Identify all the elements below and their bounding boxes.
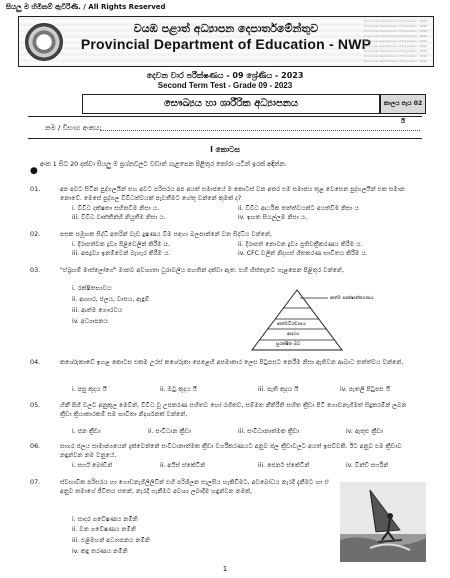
- divider-bottom: [28, 138, 422, 139]
- pyramid-level-label: ආත්මවිශ්වාසය: [277, 322, 306, 327]
- question-option: i. පසු කුදය යි: [72, 386, 107, 393]
- question-option: ii. විවිධ ආර්ථික තත්ත්වයන්ට අයත්වීම නිසා ය: [238, 205, 359, 212]
- name-label: නම / විභාග අංකය:: [45, 124, 102, 132]
- question-option: iii. පැති කුදය යි: [258, 386, 299, 393]
- header-watermark-line: Provincial Department of Education - NWP: [363, 29, 427, 33]
- header-banner: [18, 16, 434, 67]
- paper-duration-box: කාලය පැය 02 යි: [380, 94, 426, 114]
- pyramid-level-label: ආදරය: [287, 332, 300, 337]
- question-option: ii. දිරාපත් නොවන ද්‍රව්‍ය ප්‍රතිචක්‍රීකරණය කිරීම ය.: [238, 241, 363, 248]
- question-text: හිනී පිහි වලට අනුකූල මෙවින්, විවිධ වූ උපකරණ සහිතව හෝ රහිතව, සම්මත නීතිරීති සහිත ක්‍රීඩා පිටි ගොඩනැගීමත් සිදුකරමින් ලබන ක්‍රීඩා ක්‍රියාකාරකම් සම භාවිතා නිදර්ශනක් වන්නේ,: [60, 402, 407, 418]
- question-option: ii. ආහාර, ජලය, වාසය, ඇඳුම්: [72, 296, 150, 303]
- question-option: ii. අයිස් ස්කේටින්: [160, 462, 206, 469]
- question-number: 07.: [30, 478, 41, 486]
- question-text: ස්වභාවික පරිසරය හා ගොඩනැගිලිලිවින් එහි පරිශීලන සැලසිය හැකිවීමට, අවබෝධය නැරදී දැනීමට හා ඒ අනුව තමාගේ ජීවිතය සතන්, නැරදී ගැනීමට අවශ්‍ය ලබාදීම හඳුන්වන නමක්,: [60, 479, 329, 495]
- question-option: iv. කඳු තරණය නමිනි: [72, 548, 128, 555]
- header-watermark-line: Provincial Department of Education - NWP: [363, 49, 427, 53]
- question-option: iii. ජෙනර් ස්කේටින්: [258, 462, 310, 469]
- english-department-title: Provincial Department of Education - NWP: [80, 36, 372, 52]
- header-watermark-line: Provincial Department of Education - NWP: [363, 39, 427, 43]
- question-number: 04.: [30, 358, 41, 366]
- question-option: i. සාදර ගවේෂණය නමිනි: [72, 516, 138, 523]
- exam-title-english: Second Term Test - Grade 09 - 2023: [157, 81, 293, 90]
- question-text: පසක සමූහක සිද්ධි අතරින් වැඩ දුෂණය වීම සඳහා බලපාන්නේ වන සිද්ධිය වන්නේ,: [60, 231, 272, 238]
- pyramid-level-label: සුරක්ෂිත බව: [276, 342, 301, 347]
- question-option: i. දිරාපත්වන ද්‍රව්‍ය පිළිවෙලින් කිරීම ය.: [72, 241, 170, 248]
- question-option: i. විවිධ දක්ෂතා සහිතවීම නිසා ය.: [72, 205, 160, 212]
- header-watermark-line: Provincial Department of Education - NWP: [363, 24, 427, 28]
- question-number: 02.: [30, 230, 41, 238]
- question-option: iv. අධ්‍යාපනය: [72, 318, 109, 325]
- header-watermark-line: Provincial Department of Education - NWP: [363, 59, 427, 63]
- pyramid-top-label: ආත්ම සාක්ෂාත්කරණය: [330, 296, 374, 301]
- question-number: 03.: [30, 266, 41, 274]
- copyright-note: සියලු ම හිමිකම් ඇවිරිණි. / All Rights Reserved: [6, 3, 166, 11]
- question-number: 06.: [30, 442, 41, 450]
- question-option: ii. සංවිධාන ක්‍රීඩා: [148, 428, 192, 435]
- bullet-icon: ●: [30, 166, 38, 176]
- exam-title-sinhala: දෙවන වාර පරීක්ෂණය - 09 ශ්‍රේණිය - 2023: [146, 71, 304, 80]
- question-option: i. රක්ෂිතභාවය: [72, 285, 112, 292]
- question-number: 05.: [30, 401, 41, 409]
- question-text: අප අවට සිටින පුද්ගලයින් සහ අවට පරිසරය අප අයත් සමාජයේ ම කොටස් වන අතර එම සමාජය තුළ වෙසෙන පුද්ගලයින් එක සමාන නොවේ. මෙසේ පුද්ගල විවිධත්වයක් පැවතීමට හේතු වන්නේ කුමක් ද?: [60, 186, 405, 202]
- header-watermark-line: Provincial Department of Education - NWP: [363, 19, 427, 23]
- part-title: I කොටස: [210, 145, 240, 154]
- divider-top: [28, 116, 422, 117]
- header-watermark-line: Provincial Department of Education - NWP: [363, 54, 427, 58]
- question-option: iii. විවිධ වෘත්තීන්හි නියුතීම නිසා ය.: [72, 214, 166, 221]
- question-option: ii. ඔටු කුදය යි: [160, 386, 198, 393]
- question-option: i. සර්ෆ් බෝඩින්: [72, 462, 113, 469]
- name-entry-line: [100, 130, 420, 131]
- question-option: iv. වින්ඩ් සර්ෆින්: [346, 462, 389, 469]
- header-watermark-line: Provincial Department of Education - NWP: [363, 34, 427, 38]
- question-option: iv. ඉහත සියල්ලම නිසා ය.: [238, 214, 308, 221]
- page-number: 1: [222, 565, 228, 573]
- question-option: iv. CFC වලින් නිදහස් ශීතකරණ භාවිතය කිරීම ය.: [238, 250, 368, 257]
- question-option: iii. අපද්‍රව්‍ය ඉනම්වෙන් බැහැර කිරීම ය.: [72, 250, 171, 257]
- question-option: i. ජන ක්‍රීඩා: [72, 428, 101, 435]
- windsurfing-photo: [340, 482, 426, 562]
- question-option: iii. එළිමහන් අධ්‍යාපනය නමිනි: [72, 537, 150, 544]
- question-option: ii. වන ගවේෂණය නමිනි: [72, 526, 136, 533]
- instruction-text: අංක 1 සිට 20 දක්වා සියලු ම ප්‍රශ්නවලට වඩාත් ගැළපෙන පිළිතුර තෝරා යටින් ඉරක් අඳින්න.: [40, 160, 287, 168]
- sinhala-department-title: වයඹ පළාත් අධ්‍යාපන දෙපාර්තමේන්තුව: [133, 22, 319, 35]
- question-text: "ඒබ්‍රහම් මාස්ලෝගේ" මානව අවශ්‍යතා ධූරාවලිය පහතින් දක්වා ඇත. එහි හිස්තැනට ගැළපෙන පිළිතුර වන්නේ,: [60, 267, 344, 274]
- question-text: කශේරුකාවේ ඉහළ කොටස එකම උරස් කශේරුකා පෙළෙහි අසමාකාර ලෙස පිටුපසට නෙරීම නිසා ඇතිවන ආබාධ තත්ත්වය වන්නේ,: [60, 359, 404, 366]
- question-number: 01.: [30, 185, 41, 193]
- header-watermark-line: Provincial Department of Education - NWP: [363, 44, 427, 48]
- question-text: සාගර ජලය සාමාන්‍යයෙන් දැක්වෙන්නේ සංවිධානාත්මක ක්‍රීඩා වර්ගීකරණයට අනුව ජල ක්‍රීඩාවලට අයත් ඉසව්වකි. ඊට අනුව එම ක්‍රීඩාව නඳුන්වන නම වනුයේ,: [60, 443, 402, 459]
- question-option: iv. ඇතුළු ක්‍රීඩා: [346, 428, 384, 435]
- subject-title: සෞඛ්‍යය හා ශාරීරික අධ්‍යාපනය: [82, 94, 380, 114]
- question-option: iv. පැතලි පිටුපස යි: [340, 386, 391, 393]
- question-option: iii. සංවිධානාත්මක ක්‍රීඩා: [238, 428, 300, 435]
- question-option: iii. ආත්ම ගෞරවය: [72, 307, 123, 314]
